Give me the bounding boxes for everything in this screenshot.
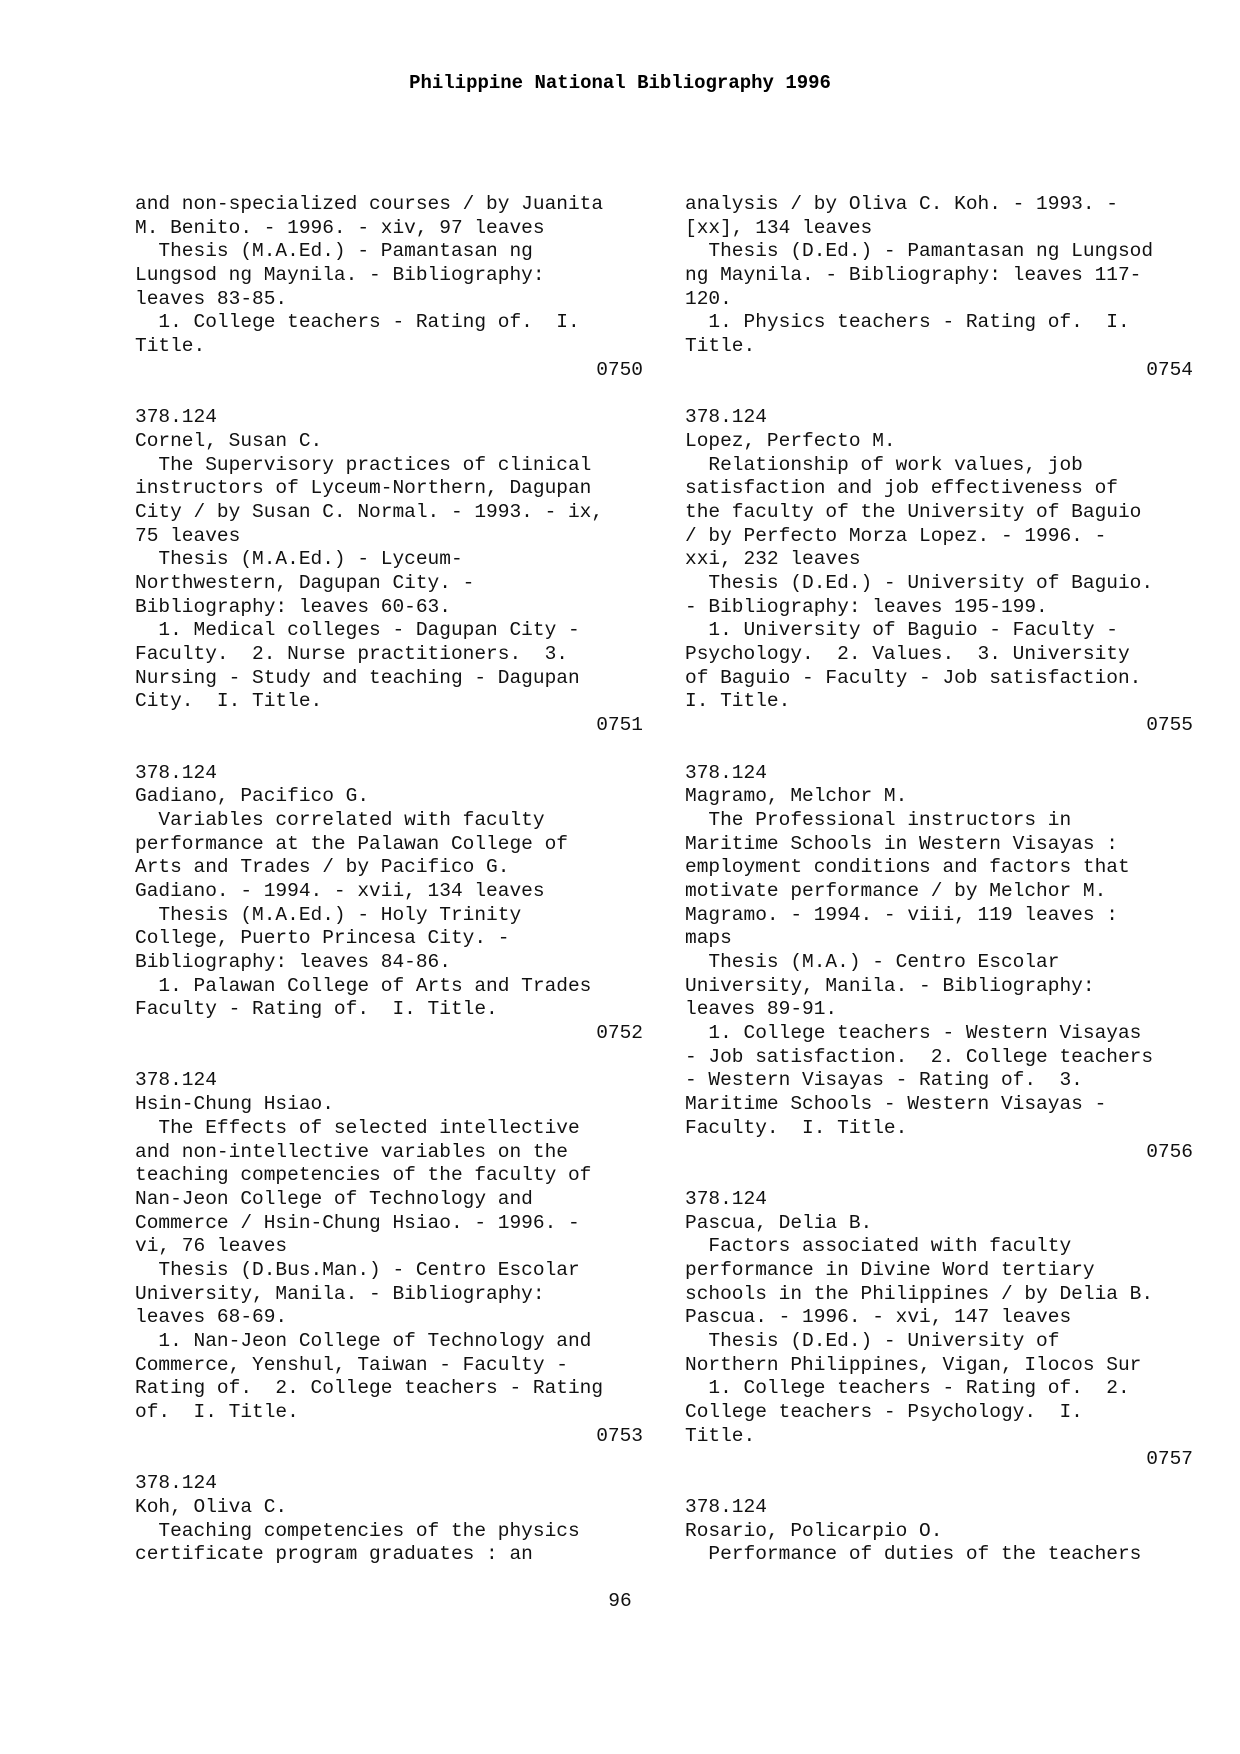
entry-line: University, Manila. - Bibliography: — [135, 1282, 545, 1305]
bibliography-entry — [135, 762, 643, 1046]
entry-line: xxi, 232 leaves — [685, 548, 861, 571]
entry-line: satisfaction and job effectiveness of — [685, 477, 1118, 500]
bibliography-entry — [135, 193, 643, 383]
entry-line: Factors associated with faculty — [685, 1235, 1072, 1258]
entry-line: leaves 83-85. — [135, 287, 288, 310]
entry-line: vi, 76 leaves — [135, 1235, 288, 1258]
entry-line: 378.124 — [135, 761, 217, 784]
entry-line: City / by Susan C. Normal. - 1993. - ix, — [135, 500, 604, 523]
entry-line: Faculty. 2. Nurse practitioners. 3. — [135, 643, 568, 666]
entry-line: Title. — [135, 335, 206, 358]
entry-line: Commerce / Hsin-Chung Hsiao. - 1996. - — [135, 1211, 580, 1234]
entry-line: [xx], 134 leaves — [685, 216, 873, 239]
entry-line: 1. College teachers - Rating of. 2. — [685, 1377, 1130, 1400]
bibliography-entry — [685, 193, 1193, 383]
bibliography-entry — [685, 762, 1193, 1165]
entry-line: - Western Visayas - Rating of. 3. — [685, 1069, 1083, 1092]
entry-line: I. Title. — [685, 690, 791, 713]
entry-line: Rosario, Policarpio O. — [685, 1519, 943, 1542]
entry-number: 0750 — [596, 358, 643, 381]
entry-line: 378.124 — [135, 1472, 217, 1495]
bibliography-entry — [685, 1188, 1193, 1472]
entry-line: - Job satisfaction. 2. College teachers — [685, 1045, 1154, 1068]
entry-line: 378.124 — [685, 1187, 767, 1210]
entry-line: Performance of duties of the teachers — [685, 1543, 1142, 1566]
bibliography-entry — [685, 1496, 1193, 1567]
entry-line: Pascua. - 1996. - xvi, 147 leaves — [685, 1306, 1072, 1329]
page-number: 96 — [608, 1590, 632, 1612]
entry-line: performance in Divine Word tertiary — [685, 1258, 1095, 1281]
entry-line: 1. Nan-Jeon College of Technology and — [135, 1330, 592, 1352]
bibliography-entry — [685, 406, 1193, 738]
entry-line: Northern Philippines, Vigan, Ilocos Sur — [685, 1353, 1142, 1376]
entry-line: Cornel, Susan C. — [135, 429, 323, 452]
entry-line: certificate program graduates : an — [135, 1543, 533, 1566]
entry-line: - Bibliography: leaves 195-199. — [685, 595, 1048, 618]
entry-line: The Effects of selected intellective — [135, 1116, 580, 1139]
entry-number: 0754 — [1146, 358, 1193, 381]
entry-line: 75 leaves — [135, 524, 241, 547]
entry-line: 378.124 — [685, 1495, 767, 1518]
entry-line: 1. University of Baguio - Faculty - — [685, 619, 1118, 642]
entry-line: / by Perfecto Morza Lopez. - 1996. - — [685, 524, 1107, 547]
entry-number: 0753 — [596, 1424, 643, 1447]
entry-line: 120. — [685, 287, 732, 310]
entry-number: 0752 — [596, 1022, 643, 1045]
entry-line: M. Benito. - 1996. - xiv, 97 leaves — [135, 216, 545, 239]
entry-line: Thesis (D.Ed.) - University of Baguio. — [685, 572, 1154, 594]
entry-line: Title. — [685, 335, 756, 358]
entry-line: ng Maynila. - Bibliography: leaves 117- — [685, 264, 1142, 287]
entry-line: performance at the Palawan College of — [135, 832, 568, 855]
entry-line: 378.124 — [135, 406, 217, 429]
entry-line: Lungsod ng Maynila. - Bibliography: — [135, 264, 545, 287]
bibliography-entry — [135, 406, 643, 738]
entry-line: Nan-Jeon College of Technology and — [135, 1187, 533, 1210]
entry-number: 0756 — [1146, 1140, 1193, 1163]
entry-line: 1. College teachers - Western Visayas — [685, 1022, 1142, 1045]
entry-line: Faculty. I. Title. — [685, 1116, 908, 1139]
entry-line: Thesis (M.A.Ed.) - Lyceum- — [135, 548, 463, 571]
entry-line: Thesis (D.Ed.) - Pamantasan ng Lungsod — [685, 240, 1154, 263]
entry-line: College teachers - Psychology. I. — [685, 1401, 1083, 1424]
entry-line: Magramo, Melchor M. — [685, 785, 908, 808]
entry-line: Magramo. - 1994. - viii, 119 leaves : — [685, 903, 1118, 926]
entry-line: College, Puerto Princesa City. - — [135, 927, 510, 950]
entry-line: Relationship of work values, job — [685, 453, 1083, 476]
bibliography-entry — [135, 1069, 643, 1448]
entry-line: Arts and Trades / by Pacifico G. — [135, 856, 510, 879]
entry-line: The Professional instructors in — [685, 808, 1072, 831]
entry-line: 378.124 — [685, 761, 767, 784]
entry-line: motivate performance / by Melchor M. — [685, 879, 1107, 902]
entry-line: leaves 68-69. — [135, 1306, 288, 1329]
entry-line: Thesis (D.Ed.) - University of — [685, 1330, 1060, 1352]
entry-line: 1. College teachers - Rating of. I. — [135, 311, 580, 334]
entry-line: analysis / by Oliva C. Koh. - 1993. - — [685, 193, 1118, 215]
entry-line: Bibliography: leaves 60-63. — [135, 595, 451, 618]
entry-line: Nursing - Study and teaching - Dagupan — [135, 666, 580, 689]
entry-line: Gadiano. - 1994. - xvii, 134 leaves — [135, 879, 545, 902]
entry-line: University, Manila. - Bibliography: — [685, 974, 1095, 997]
entry-line: Thesis (D.Bus.Man.) - Centro Escolar — [135, 1258, 580, 1281]
entry-number: 0755 — [1146, 714, 1193, 737]
entry-line: of. I. Title. — [135, 1401, 299, 1424]
entry-line: Teaching competencies of the physics — [135, 1519, 580, 1542]
entry-line: 378.124 — [135, 1069, 217, 1092]
entry-line: Bibliography: leaves 84-86. — [135, 951, 451, 973]
entry-line: 1. Physics teachers - Rating of. I. — [685, 311, 1130, 334]
entry-line: 378.124 — [685, 406, 767, 429]
entry-line: and non-intellective variables on the — [135, 1140, 568, 1163]
entry-number: 0757 — [1146, 1448, 1193, 1471]
entry-line: Maritime Schools in Western Visayas : — [685, 832, 1118, 855]
entry-line: Title. — [685, 1424, 756, 1447]
entry-line: employment conditions and factors that — [685, 856, 1130, 879]
entry-line: Koh, Oliva C. — [135, 1495, 288, 1518]
entry-line: Hsin-Chung Hsiao. — [135, 1093, 334, 1116]
entry-line: Thesis (M.A.Ed.) - Holy Trinity — [135, 903, 522, 926]
entry-line: leaves 89-91. — [685, 998, 838, 1021]
entry-line: City. I. Title. — [135, 690, 323, 713]
entry-line: instructors of Lyceum-Northern, Dagupan — [135, 477, 592, 500]
entry-line: schools in the Philippines / by Delia B. — [685, 1282, 1154, 1305]
entry-line: Maritime Schools - Western Visayas - — [685, 1093, 1107, 1116]
entry-line: Gadiano, Pacifico G. — [135, 785, 370, 808]
entry-line: Pascua, Delia B. — [685, 1211, 873, 1234]
entry-line: Rating of. 2. College teachers - Rating — [135, 1377, 604, 1400]
entry-line: Northwestern, Dagupan City. - — [135, 572, 475, 594]
entry-line: Commerce, Yenshul, Taiwan - Faculty - — [135, 1353, 568, 1376]
entry-line: Faculty - Rating of. I. Title. — [135, 998, 498, 1021]
entry-line: and non-specialized courses / by Juanita — [135, 193, 604, 215]
right-column — [685, 193, 1193, 1567]
entry-line: Variables correlated with faculty — [135, 808, 545, 831]
entry-line: maps — [685, 927, 732, 950]
entry-line: Thesis (M.A.Ed.) - Pamantasan ng — [135, 240, 533, 263]
entry-line: 1. Medical colleges - Dagupan City - — [135, 619, 580, 642]
bibliography-entry — [135, 1472, 643, 1567]
entry-line: Thesis (M.A.) - Centro Escolar — [685, 951, 1060, 973]
entry-number: 0751 — [596, 714, 643, 737]
left-column — [135, 193, 643, 1567]
entry-line: of Baguio - Faculty - Job satisfaction. — [685, 666, 1142, 689]
entry-line: 1. Palawan College of Arts and Trades — [135, 974, 592, 997]
entry-line: Psychology. 2. Values. 3. University — [685, 643, 1130, 666]
entry-line: the faculty of the University of Baguio — [685, 500, 1142, 523]
page-title: Philippine National Bibliography 1996 — [409, 72, 831, 94]
entry-line: The Supervisory practices of clinical — [135, 453, 592, 476]
entry-line: teaching competencies of the faculty of — [135, 1164, 592, 1187]
entry-line: Lopez, Perfecto M. — [685, 429, 896, 452]
